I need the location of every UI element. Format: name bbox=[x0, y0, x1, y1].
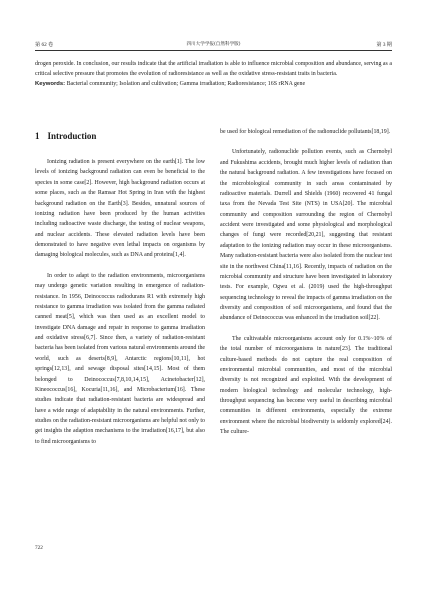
running-header bbox=[35, 40, 392, 51]
paragraph: Unfortunately, radionuclide pollution events, such as Chernobyl and Fukushima accidents, brought much higher levels of radiation than the natural background radiation. A few investigations have focused on the microbiological community in such areas contaminated by radioactive materials. Durrell and Shields (1960) recovered 41 fungal taxa from the Nevada Test Site (NTS) in USA[20]. The microbial community and composition surrounding the region of Chernobyl accident were investigated and some physiological and morphological changes of fungi were recorded[20,21], suggesting that resistant adaptation to the ionizing radiation may occur in these microorganisms. Many radiation-resistant bacteria were also isolated from the nuclear test site in the northwest China[11,16]. Recently, impacts of radiation on the microbial community and structure have been investigated in laboratory tests. For example, Ogwu et al. (2019) used the high-throughput sequencing technology to reveal the impacts of gamma irradiation on the diversity and composition of soil microorganisms, and found that the abundance of Deinococcus was enhanced in the irradiation soil[22]. bbox=[220, 149, 392, 322]
paragraph: In order to adapt to the radiation environments, microorganisms may undergo genetic variation resulting in emergence of radiation-resistance. In 1956, Deinococcus radiodurans R1 with extremely high resistance to gamma irradiation was isolated from the gamma radiated canned meat[5], which was then used as an excellent model to investigate DNA damage and repair in response to gamma irradiation and oxidative stress[6,7]. Since then, a variety of radiation-resistant bacteria has been isolated from various natural environments around the world, such as deserts[8,9], Antarctic regions[10,11], hot springs[12,13], and sewage disposal sites[14,15]. Most of them belonged to Deinococcus[7,8,10,14,15], Acinetobacter[12], Kineococcus[16], Kocuria[11,16], and Microbacterium[16]. These studies indicate that radiation-resistant bacteria are widespread and have a wide range of adaptability in the natural environments. Further, studies on the radiation-resistant microorganisms are helpful not only to get insights the adaption mechanisms to the irradiation[16,17], but also to find microorganisms to bbox=[35, 272, 205, 445]
section-heading bbox=[35, 131, 205, 141]
abstract-block bbox=[35, 59, 392, 90]
page-number: 722 bbox=[35, 545, 43, 551]
journal-title: 四川大学学报(自然科学版) bbox=[186, 42, 241, 47]
keywords-line bbox=[35, 79, 392, 89]
abstract-tail: drogen peroxide. In conclusion, our results indicate that the artificial irradiation is able to influence microbial composition and abundance, serving as a critical selective pressure that promotes the evolution of radioresistance as well as the oxidative stress-resistant traits in bacteria. bbox=[35, 61, 392, 78]
section-title: Introduction bbox=[47, 131, 97, 141]
section-number: 1 bbox=[35, 131, 40, 141]
keywords-text: Bacterial community; Isolation and cultivation; Gamma irradiation; Radioresistance; 16S rRNA gene bbox=[65, 81, 306, 88]
volume-label: 第 62 卷 bbox=[35, 42, 54, 48]
keywords-label: Keywords: bbox=[35, 81, 66, 88]
paragraph: The cultivatable microorganisms account only for 0.1%~10% of the total number of microorganisms in nature[23]. The traditional culture-based methods do not capture the real composition of environmental microbial communities, and most of the microbial diversity is not recognized and exploited. With the development of modern biological technology and molecular technology, high-throughput sequencing has become very useful in describing microbial communities in different environments, especially the extreme environment where the microbial biodiversity is seldomly explored[24]. The culture- bbox=[220, 335, 392, 436]
paragraph: be used for biological remediation of the radionuclide pollutants[18,19]. bbox=[220, 129, 391, 135]
left-column bbox=[35, 157, 205, 447]
paragraph: Ionizing radiation is present everywhere on the earth[1]. The low levels of ionizing background radiation can even be beneficial to the species in some case[2]. However, high background radiation occurs at some places, such as the Ramsar Hot Spring in Iran with the highest background radiation on the Earth[3]. Besides, unnatural sources of ionizing radiation have been produced by the human activities including radioactive waste discharge, the testing of nuclear weapons, and nuclear accidents. These elevated radiation levels have been demonstrated to have negative even lethal impacts on organisms by damaging biological molecules, such as DNA and proteins[1,4]. bbox=[35, 159, 205, 259]
issue-label: 第 3 期 bbox=[376, 42, 392, 48]
right-column bbox=[220, 127, 392, 438]
